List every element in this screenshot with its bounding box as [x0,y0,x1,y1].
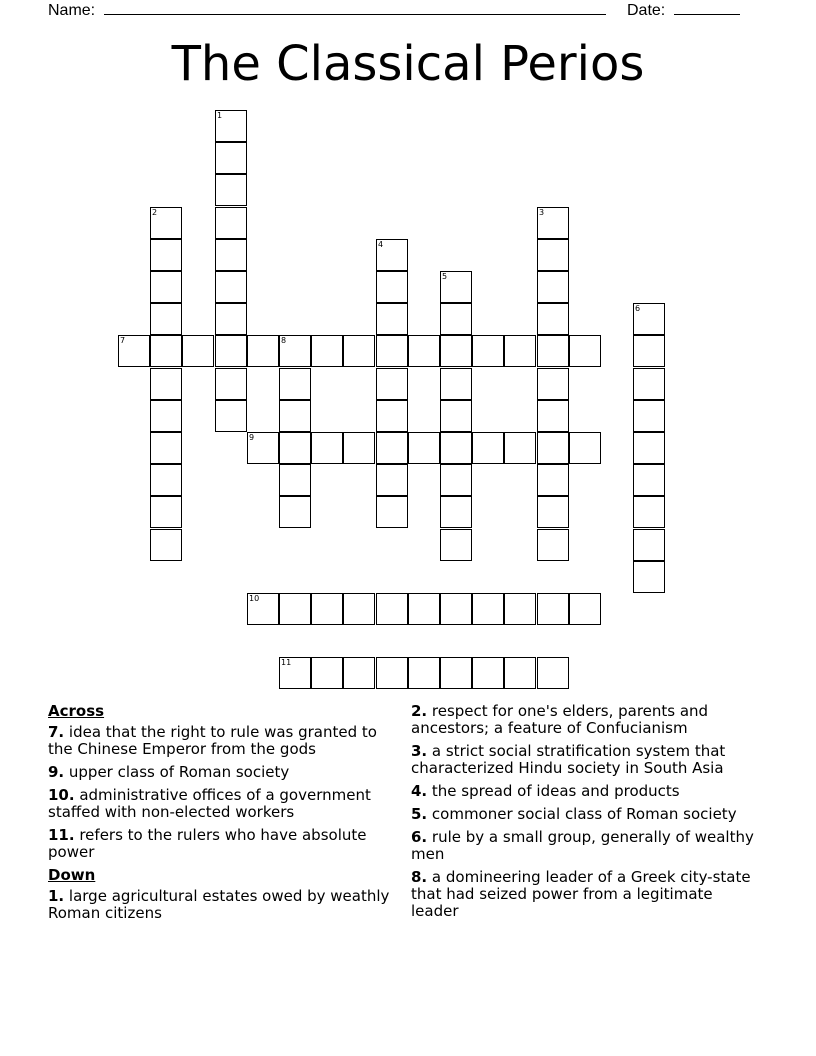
grid-cell[interactable] [537,657,569,689]
clue-number: 7 [120,336,126,345]
puzzle-title: The Classical Perios [171,36,645,92]
clue-text: upper class of Roman society [64,763,290,781]
grid-cell[interactable] [279,432,311,464]
down-clue-list-right [411,703,763,920]
grid-cell[interactable] [537,207,569,239]
grid-cell[interactable] [633,400,665,432]
clue-number-label: 2. [411,702,428,720]
grid-cell[interactable] [215,239,247,271]
grid-cell[interactable] [150,432,182,464]
clue-number-label: 10. [48,786,75,804]
grid-cell[interactable] [537,271,569,303]
grid-cell[interactable] [472,432,504,464]
grid-cell[interactable] [376,496,408,528]
grid-cell[interactable] [633,561,665,593]
grid-cell[interactable] [279,657,311,689]
grid-cell[interactable] [215,271,247,303]
grid-cell[interactable] [150,271,182,303]
grid-cell[interactable] [376,593,408,625]
across-clue [48,787,398,821]
down-clue [411,829,763,863]
down-heading: Down [48,866,96,884]
clue-number: 5 [442,272,448,281]
grid-cell[interactable] [215,368,247,400]
grid-cell[interactable] [343,432,375,464]
grid-cell[interactable] [537,496,569,528]
grid-cell[interactable] [633,432,665,464]
grid-cell[interactable] [215,335,247,367]
clue-number: 1 [217,111,223,120]
clue-number: 3 [539,208,545,217]
grid-cell[interactable] [150,464,182,496]
across-clue [48,827,398,861]
grid-cell[interactable] [408,432,440,464]
grid-cell[interactable] [504,432,536,464]
grid-cell[interactable] [537,368,569,400]
grid-cell[interactable] [537,464,569,496]
clue-number-label: 6. [411,828,428,846]
grid-cell[interactable] [215,400,247,432]
grid-cell[interactable] [633,303,665,335]
date-label: Date: [627,2,666,19]
down-clue [48,888,398,922]
grid-cell[interactable] [504,335,536,367]
grid-cell[interactable] [279,593,311,625]
clue-text: a domineering leader of a Greek city-state that had seized power from a legitimate leader [411,868,751,920]
grid-cell[interactable] [279,464,311,496]
grid-cell[interactable] [247,335,279,367]
grid-cell[interactable] [440,657,472,689]
grid-cell[interactable] [408,335,440,367]
grid-cell[interactable] [247,593,279,625]
down-clue [411,869,763,920]
grid-cell[interactable] [150,303,182,335]
grid-cell[interactable] [376,239,408,271]
down-clue [411,703,763,737]
grid-cell[interactable] [633,464,665,496]
grid-cell[interactable] [440,464,472,496]
grid-cell[interactable] [472,657,504,689]
grid-cell[interactable] [537,239,569,271]
grid-cell[interactable] [311,657,343,689]
grid-cell[interactable] [440,368,472,400]
grid-cell[interactable] [215,303,247,335]
across-clue-list [48,724,398,861]
grid-cell[interactable] [440,432,472,464]
grid-cell[interactable] [150,400,182,432]
grid-cell[interactable] [150,529,182,561]
grid-cell[interactable] [472,593,504,625]
grid-cell[interactable] [376,464,408,496]
grid-cell[interactable] [537,335,569,367]
grid-cell[interactable] [376,432,408,464]
grid-cell[interactable] [440,335,472,367]
grid-cell[interactable] [376,368,408,400]
grid-cell[interactable] [279,368,311,400]
grid-cell[interactable] [537,400,569,432]
clue-number-label: 9. [48,763,65,781]
grid-cell[interactable] [376,335,408,367]
grid-cell[interactable] [537,303,569,335]
name-label: Name: [48,2,96,19]
clue-number-label: 11. [48,826,75,844]
grid-cell[interactable] [247,432,279,464]
across-clue [48,764,398,781]
grid-cell[interactable] [182,335,214,367]
grid-cell[interactable] [376,271,408,303]
grid-cell[interactable] [440,593,472,625]
grid-cell[interactable] [118,335,150,367]
grid-cell[interactable] [504,593,536,625]
grid-cell[interactable] [569,335,601,367]
clue-text: refers to the rulers who have absolute power [48,826,367,861]
grid-cell[interactable] [472,335,504,367]
clue-text: a strict social stratification system that characterized Hindu society in South Asia [411,742,726,777]
clue-number: 9 [249,433,255,442]
grid-cell[interactable] [504,657,536,689]
grid-cell[interactable] [150,496,182,528]
grid-cell[interactable] [311,335,343,367]
grid-cell[interactable] [569,593,601,625]
clue-number-label: 8. [411,868,428,886]
down-clue-list-left [48,888,398,922]
grid-cell[interactable] [343,593,375,625]
grid-cell[interactable] [440,400,472,432]
grid-cell[interactable] [150,368,182,400]
grid-cell[interactable] [215,174,247,206]
clue-number: 11 [281,658,292,667]
grid-cell[interactable] [215,207,247,239]
grid-cell[interactable] [440,529,472,561]
clue-number: 10 [249,594,260,603]
grid-cell[interactable] [440,271,472,303]
grid-cell[interactable] [633,335,665,367]
clue-text: the spread of ideas and products [427,782,680,800]
across-clue [48,724,398,758]
clue-text: large agricultural estates owed by weathly Roman citizens [48,887,390,922]
clues-column-right [411,703,763,926]
grid-cell[interactable] [633,368,665,400]
down-clue [411,806,763,823]
grid-cell[interactable] [633,529,665,561]
clue-text: commoner social class of Roman society [427,805,737,823]
clue-text: rule by a small group, generally of wealthy men [411,828,754,863]
grid-cell[interactable] [569,432,601,464]
grid-cell[interactable] [150,239,182,271]
clue-text: idea that the right to rule was granted to the Chinese Emperor from the gods [48,723,377,758]
grid-cell[interactable] [279,335,311,367]
grid-cell[interactable] [440,496,472,528]
grid-cell[interactable] [150,207,182,239]
clue-number-label: 5. [411,805,428,823]
grid-cell[interactable] [376,303,408,335]
clue-number: 8 [281,336,287,345]
grid-cell[interactable] [279,400,311,432]
clue-number-label: 7. [48,723,65,741]
grid-cell[interactable] [537,432,569,464]
grid-cell[interactable] [376,657,408,689]
grid-cell[interactable] [279,496,311,528]
grid-cell[interactable] [440,303,472,335]
clue-number: 4 [378,240,384,249]
grid-cell[interactable] [408,657,440,689]
grid-cell[interactable] [343,657,375,689]
grid-cell[interactable] [311,593,343,625]
grid-cell[interactable] [343,335,375,367]
grid-cell[interactable] [408,593,440,625]
grid-cell[interactable] [311,432,343,464]
clues-column-left [48,703,398,928]
across-heading: Across [48,702,105,720]
grid-cell[interactable] [150,335,182,367]
clue-number-label: 1. [48,887,65,905]
grid-cell[interactable] [537,593,569,625]
grid-cell[interactable] [376,400,408,432]
clue-number-label: 3. [411,742,428,760]
clue-text: administrative offices of a government staffed with non-elected workers [48,786,371,821]
clue-number: 2 [152,208,158,217]
down-clue [411,743,763,777]
clue-text: respect for one's elders, parents and ancestors; a feature of Confucianism [411,702,709,737]
grid-cell[interactable] [633,496,665,528]
clue-number-label: 4. [411,782,428,800]
grid-cell[interactable] [215,142,247,174]
down-clue [411,783,763,800]
clue-number: 6 [635,304,641,313]
grid-cell[interactable] [215,110,247,142]
grid-cell[interactable] [537,529,569,561]
